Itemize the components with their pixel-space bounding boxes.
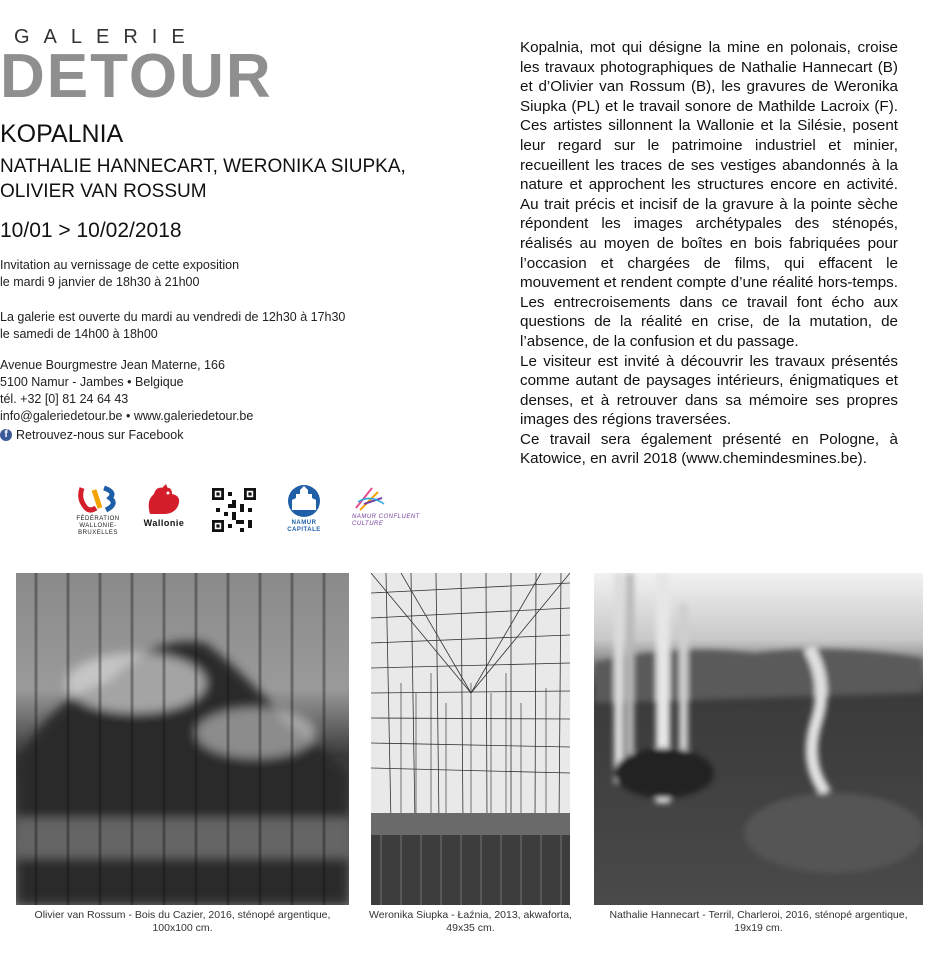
description-paragraph-2: Le visiteur est invité à découvrir les travaux présentés comme autant de paysages intérieurs, énigmatiques et denses, et à retrouver dans sa mémoire ses propres images des régions traversées. [520, 352, 898, 429]
etching-industrial-structure [371, 573, 570, 905]
photo-terril [594, 573, 923, 905]
fwb-logo-mark [76, 484, 120, 514]
caption-photo-2 [356, 909, 585, 935]
caption-3-line-1: Nathalie Hannecart - Terril, Charleroi, 2016, sténopé argentique, [609, 909, 908, 921]
invitation-line-1: Invitation au vernissage de cette exposition [0, 258, 240, 272]
gallery-name-big: DETOUR [0, 42, 273, 111]
hours-line-1: La galerie est ouverte du mardi au vendredi de 12h30 à 17h30 [0, 310, 346, 324]
caption-2-line-2: 49x35 cm. [446, 922, 495, 934]
hours-line-2: le samedi de 14h00 à 18h00 [0, 327, 158, 341]
description-paragraph-1: Kopalnia, mot qui désigne la mine en polonais, croise les travaux photographiques de Nathalie Hannecart (B) et d’Olivier van Rossum (B), les gravures de Weronika Siupka (PL) et le travail sonore de Mathilde Lacroix (F). Ces artistes sillonnent la Wallonie et la Silésie, posent leur regard sur le patrimoine industriel et minier, recueillent les traces de ses vestiges abandonnés à la nature et approchent les structures encore en activité. Au trait précis et incisif de la gravure à la pointe sèche répondent les images archétypales des sténopés, réalisés au moyen de boîtes en bois fabriquées pour l’occasion et chargées de films, qui effacent le mouvement et rendent compte d’une réalité hors-temps. Les entrecroisements dans ce travail font écho aux questions de la réalité en crise, de la mutation, de l’absence, de la confusion et du passage. [520, 39, 898, 350]
photo-bois-du-cazier [16, 573, 349, 905]
namur-confluent-culture-logo [352, 484, 420, 536]
sponsor-logos [70, 484, 420, 540]
description-paragraph-3: Ce travail sera également présenté en Pologne, à Katowice, en avril 2018 (www.chemindesmines.be). [520, 430, 898, 468]
confluent-icon [352, 484, 388, 514]
namur-capitale-text: NAMUR CAPITALE [287, 520, 321, 533]
wallonie-logo-text: Wallonie [143, 518, 185, 528]
caption-photo-3 [594, 909, 923, 935]
caption-1-line-2: 100x100 cm. [152, 922, 213, 934]
caption-1-line-1: Olivier van Rossum - Bois du Cazier, 2016, sténopé argentique, [34, 909, 331, 921]
fwb-logo [76, 484, 120, 536]
caption-2-line-1: Weronika Siupka - Łaźnia, 2013, akwaforta, [369, 909, 572, 921]
confluent-culture-text: NAMUR CONFLUENT CULTURE [352, 514, 420, 527]
namur-capitale-logo [284, 484, 324, 536]
wallonie-logo [142, 484, 186, 536]
facebook-icon: f [0, 429, 12, 441]
photo-lazina [371, 573, 570, 905]
facebook-link[interactable] [0, 427, 183, 444]
artists-list [0, 154, 470, 204]
artists-line-2: OLIVIER VAN ROSSUM [0, 181, 207, 202]
opening-hours-block [0, 309, 470, 343]
caption-photo-1 [16, 909, 349, 935]
caption-3-line-2: 19x19 cm. [734, 922, 783, 934]
exhibition-description [520, 38, 898, 469]
pinhole-photo-blurred-forest [16, 573, 349, 905]
qr-code[interactable] [212, 488, 256, 532]
rooster-icon [142, 484, 186, 518]
facebook-link-label: Retrouvez-nous sur Facebook [16, 427, 184, 442]
qr-code-icon [212, 488, 256, 532]
phone-number: tél. +32 [0] 81 24 64 43 [0, 392, 129, 406]
exhibition-title: KOPALNIA [0, 120, 124, 148]
gallery-name-small: GALERIE [14, 26, 199, 48]
contact-block [0, 357, 470, 444]
email-website-links[interactable]: info@galeriedetour.be • www.galeriedetour.be [0, 409, 254, 423]
citadel-icon [284, 484, 324, 518]
address-street: Avenue Bourgmestre Jean Materne, 166 [0, 358, 225, 372]
exhibition-dates: 10/01 > 10/02/2018 [0, 219, 182, 242]
artists-line-1: NATHALIE HANNECART, WERONIKA SIUPKA, [0, 156, 406, 177]
fwb-logo-text: FÉDÉRATION WALLONIE-BRUXELLES [76, 516, 120, 536]
pinhole-photo-birch-trees [594, 573, 923, 905]
invitation-block [0, 257, 470, 291]
address-city: 5100 Namur - Jambes • Belgique [0, 375, 184, 389]
invitation-line-2: le mardi 9 janvier de 18h30 à 21h00 [0, 275, 200, 289]
